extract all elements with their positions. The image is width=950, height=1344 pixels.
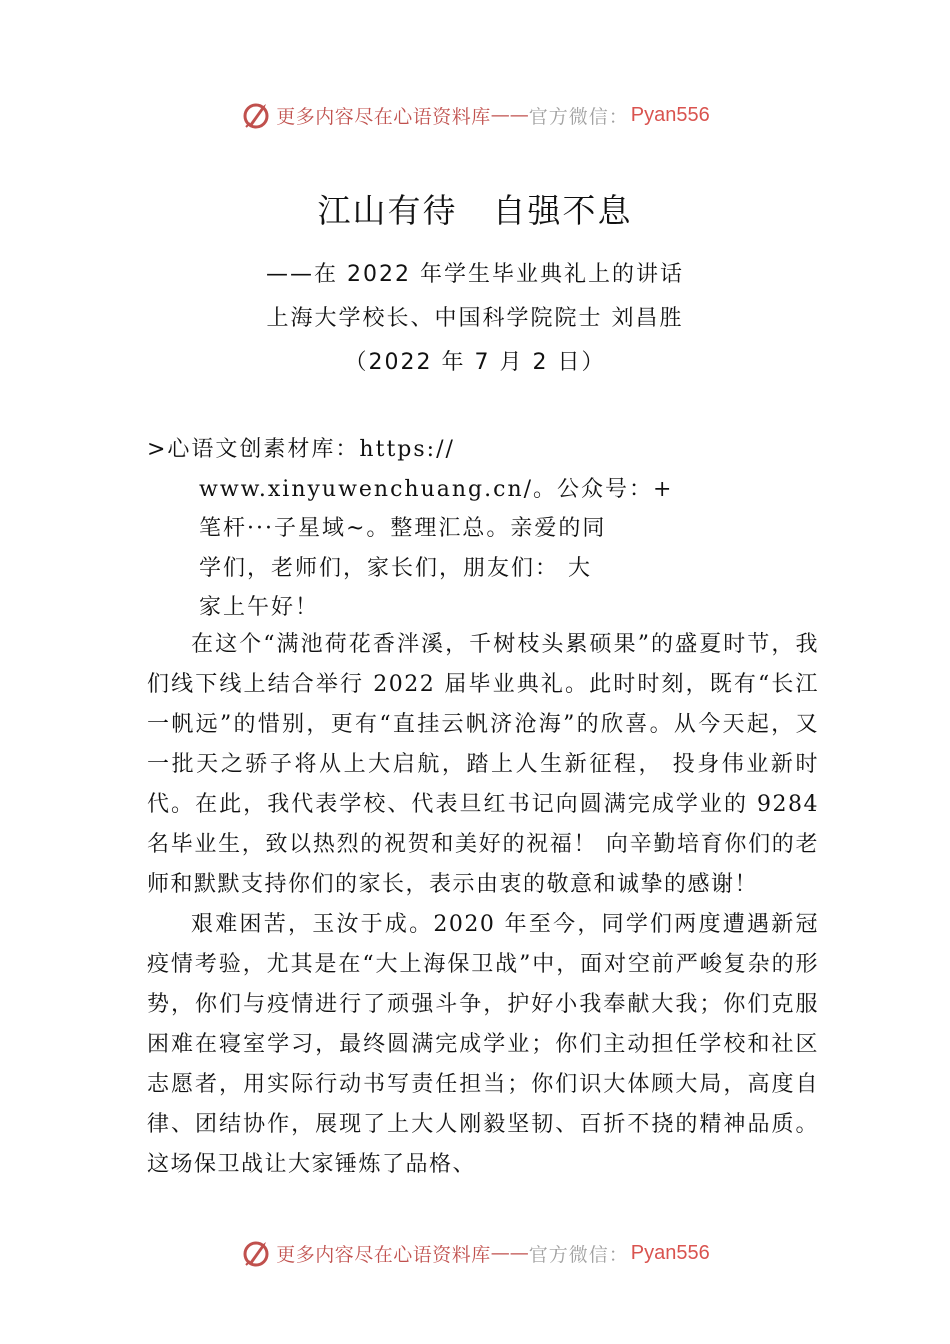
speech-body — [147, 625, 819, 1185]
banner-text: 更多内容尽在心语资料库 — [276, 105, 491, 128]
header-banner — [0, 95, 950, 135]
banner-separator: —— — [490, 1242, 529, 1264]
speaker-line: 上海大学校长、中国科学院院士 刘昌胜 — [266, 306, 684, 331]
quill-pen-logo-icon — [240, 99, 272, 131]
banner-wechat-id: Pyan556 — [630, 103, 710, 126]
body-paragraph: 艰难困苦，玉汝于成。2020 年至今，同学们两度遭遇新冠疫情考验，尤其是在“大上海保卫战”中，面对空前严峻复杂的形势，你们与疫情进行了顽强斗争，护好小我奉献大我；你们克服困难在寝室学习，最终圆满完成学业；你们主动担任学校和社区志愿者，用实际行动书写责任担当；你们识大体顾大局，高度自律、团结协作，展现了上大人刚毅坚韧、百折不挠的精神品质。这场保卫战让大家锤炼了品格、 — [147, 912, 819, 1177]
source-line: 笔杆···子星域~。整理汇总。亲爱的同 — [199, 516, 607, 541]
banner-wechat-id: Pyan556 — [630, 1241, 710, 1264]
banner-wechat-label: 官方微信： — [528, 1243, 629, 1266]
source-line: 家上午好！ — [199, 595, 320, 620]
source-line: 学们，老师们，家长们，朋友们： 大 — [199, 555, 592, 581]
document-title: 江山有待 自强不息 — [317, 191, 633, 230]
source-line: >心语文创素材库：https:// — [147, 437, 455, 462]
speech-date: （2022 年 7 月 2 日） — [344, 350, 606, 375]
banner-separator: —— — [490, 104, 529, 126]
source-block — [147, 430, 674, 628]
quill-pen-logo-icon — [240, 1237, 272, 1269]
source-line: www.xinyuwenchuang.cn/。公众号：+ — [199, 476, 674, 502]
banner-wechat-label: 官方微信： — [528, 105, 629, 128]
banner-text: 更多内容尽在心语资料库 — [276, 1243, 491, 1266]
document-subtitle: ——在 2022 年学生毕业典礼上的讲话 — [266, 262, 684, 287]
footer-banner — [0, 1233, 950, 1273]
body-paragraph: 在这个“满池荷花香泮溪，千树枝头累硕果”的盛夏时节，我们线下线上结合举行 2022 届毕业典礼。此时时刻，既有“长江一帆远”的惜别，更有“直挂云帆济沧海”的欣喜。从今天起，又一批天之骄子将从上大启航，踏上人生新征程， 投身伟业新时代。在此，我代表学校、代表旦红书记向圆满完成学业的 9284 名毕业生，致以热烈的祝贺和美好的祝福！ 向辛勤培育你们的老师和默默支持你们的家长，表示由衷的敬意和诚挚的感谢！ — [147, 632, 819, 897]
